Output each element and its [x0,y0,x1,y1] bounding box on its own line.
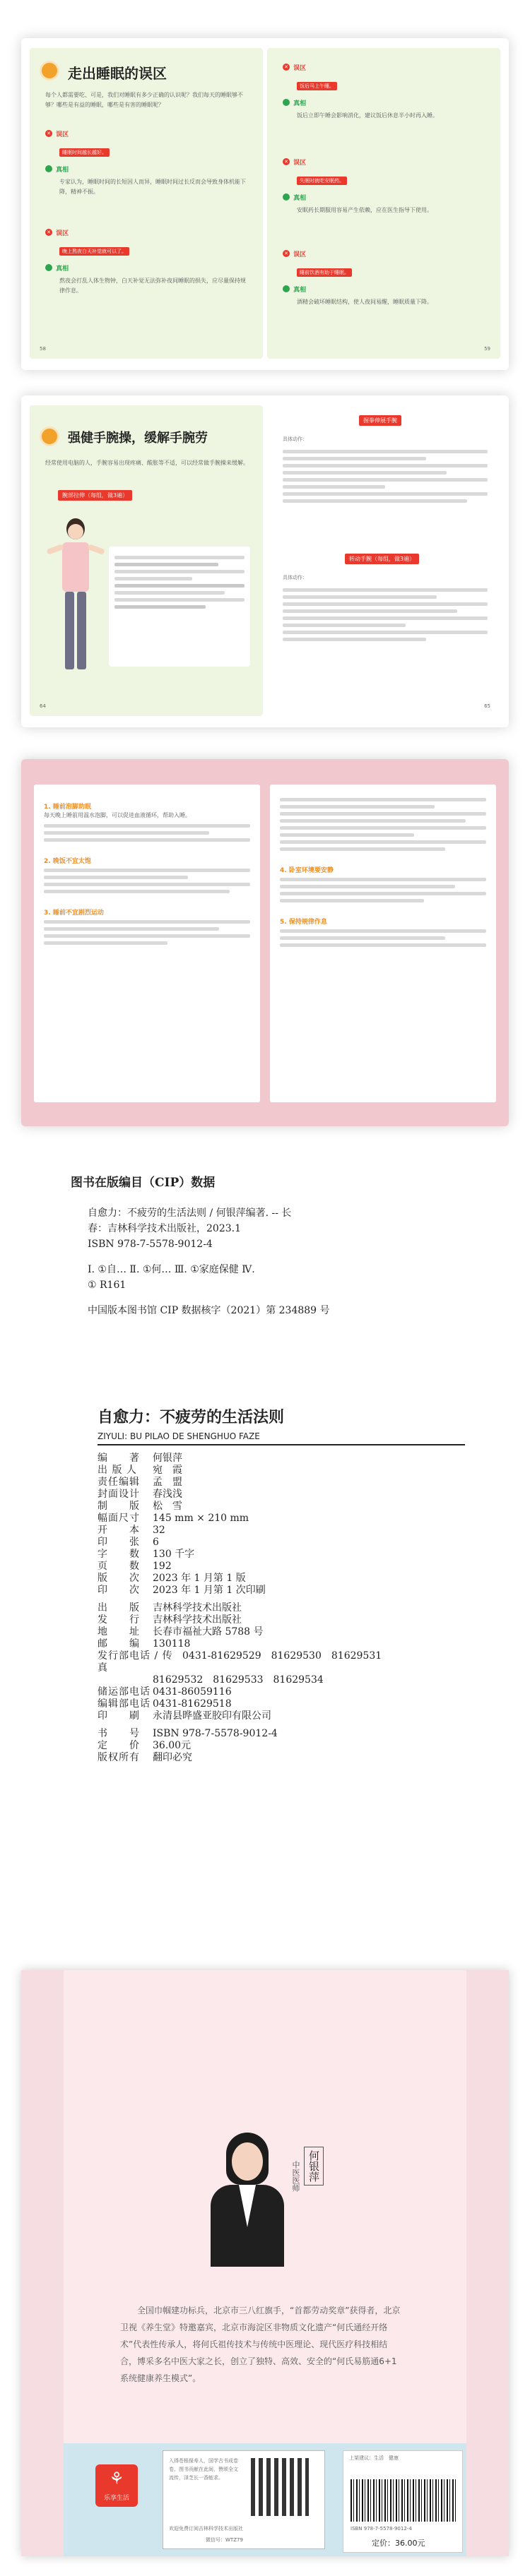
fact-label: 真相 [293,100,307,107]
section-heading: 4. 卧室环境要安静 [280,867,334,874]
fact-text: 饭后立即午睡会影响消化，建议饭后休息半小时再入睡。 [297,112,438,119]
meta-value: 145 mm × 210 mm [153,1513,249,1524]
meta-key [98,1674,153,1686]
header-badge-icon [40,427,59,446]
myth-label: 误区 [293,160,307,167]
page-right [270,785,496,1102]
author-photo [198,2133,297,2267]
meta-key: 书 号 [98,1728,140,1739]
steps-box [109,547,250,667]
meta-value: 永清县晔盛亚胶印有限公司 [153,1710,271,1722]
myth-tag: 睡眠时间越长越好。 [59,148,110,157]
promo-box [163,2450,325,2549]
book-info [98,1405,465,1764]
meta-key: 编 著 [98,1453,140,1464]
page-left [30,405,263,716]
check-icon [45,264,52,271]
author-name: 何银萍 [307,2150,320,2182]
meta-row [98,1728,465,1740]
meta-value: 0431-81629518 [153,1698,232,1710]
page-number: 64 [40,703,46,709]
spread-sleep-myths [21,38,509,370]
meta-value: 宛 霞 [153,1465,182,1476]
intro-text: 经常使用电脑的人，手腕容易出现疼痛、酸胀等不适，可以经常做手腕操来缓解。 [45,460,249,466]
steps-text [283,585,488,645]
check-icon [283,285,290,292]
page-right [267,405,500,716]
myth-block [283,59,488,121]
meta-key: 出 版 人 [98,1465,137,1476]
meta-value: 松 雪 [153,1501,182,1512]
meta-key: 页 数 [98,1561,140,1572]
book-meta-list [98,1453,465,1597]
meta-row [98,1638,465,1650]
logo-icon: ⚘ [109,2469,124,2488]
meta-value: 192 [153,1561,172,1572]
meta-row [98,1477,465,1489]
meta-key: 版 次 [98,1573,140,1584]
back-cover [21,1970,509,2556]
meta-key: 印 刷 [98,1710,140,1722]
meta-value: 何银萍 [153,1453,182,1464]
author-bio: 全国巾帼建功标兵，北京市三八红旗手，“首都劳动奖章”获得者，北京卫视《养生堂》特邀嘉宾，北京市海淀区非物质文化遗产“何氏通经开络术”代表性传承人，将何氏祖传技术与传统中医理论、现代医疗科技相结合，博采多名中医大家之长，创立了独特、高效、安全的“何氏易筋通6+1系统健康养生模式”。 [120,2306,401,2383]
meta-value: 32 [153,1525,165,1536]
meta-row [98,1489,465,1501]
meta-value: 0431-86059116 [153,1686,232,1698]
meta-value: 130118 [153,1638,191,1650]
author-title-vertical [288,2161,301,2192]
cip-line: ① R161 [88,1280,126,1291]
logo-text: 乐享生活 [103,2495,129,2502]
close-icon: ✕ [283,158,290,165]
page-left [34,785,260,1102]
meta-key: 印 张 [98,1537,140,1548]
meta-value: 翻印必究 [153,1752,192,1763]
close-icon: ✕ [45,130,52,137]
qr-text: 入得苍根保寿人，国学古书成卷卷，图书贡献在此间，赞颂全文流传，泽芝长一香能求。 [169,2458,238,2481]
barcode-block [343,2450,463,2553]
fact-text: 安眠药长期服用容易产生依赖，应在医生指导下使用。 [297,207,432,213]
meta-row [98,1614,465,1626]
page-number: 65 [484,703,490,709]
meta-key: 定 价 [98,1740,140,1751]
meta-value: 春浅浅 [153,1489,182,1500]
exercise-tag: 握拳伸展手腕 [359,415,401,426]
meta-key: 地 址 [98,1626,140,1638]
meta-key: 储运部电话 [98,1686,151,1698]
method-label: 具体动作： [283,575,307,580]
myth-tag: 睡前饮酒有助于睡眠。 [297,268,352,277]
author-title: 中医医师 [291,2161,300,2192]
meta-row [98,1698,465,1710]
cip-line: 自愈力：不疲劳的生活法则 / 何银萍编著. -- 长 [88,1208,292,1219]
category-label: 上架建议：生活 健康 [349,2455,399,2461]
cip-heading: 图书在版编目（CIP）数据 [71,1176,216,1190]
meta-key: 邮 编 [98,1638,140,1650]
meta-row [98,1573,465,1585]
page-title: 强健手腕操，缓解手腕劳 [68,431,208,446]
cip-line: 中国版本图书馆 CIP 数据核字（2021）第 234889 号 [88,1305,330,1316]
steps-text [283,446,488,506]
meta-value: ISBN 978-7-5578-9012-4 [153,1728,278,1739]
myth-label: 误区 [293,65,307,72]
close-icon: ✕ [45,229,52,236]
meta-value: 吉林科学技术出版社 [153,1602,242,1614]
isbn-meta-list [98,1728,465,1764]
meta-row [98,1561,465,1573]
intro-text: 每个人都需要吃、可是，我们对睡眠有多少正确的认识呢？我们每天的睡眠够不够？哪些是有益的睡眠，哪些是有害的睡眠呢？ [45,92,243,108]
meta-key: 印 次 [98,1585,140,1596]
meta-row [98,1453,465,1465]
meta-value: 2023 年 1 月第 1 版 [153,1573,246,1584]
meta-row [98,1525,465,1537]
meta-value: 6 [153,1537,159,1548]
wechat-id: 微信号：WTZ79 [206,2537,243,2543]
method-label: 具体动作： [283,436,307,442]
fact-text: 熬夜会打乱人体生物钟，白天补觉无法弥补夜间睡眠的损失，应尽量保持规律作息。 [59,278,246,294]
meta-value: 孟 盟 [153,1477,182,1488]
meta-value: 2023 年 1 月第 1 次印刷 [153,1585,266,1596]
close-icon: ✕ [283,250,290,257]
check-icon [45,165,52,172]
meta-key: 出 版 [98,1602,140,1614]
cip-block [71,1172,466,1318]
meta-value: 130 千字 [153,1549,195,1560]
meta-key: 责任编辑 [98,1477,140,1488]
meta-value: 吉林科学技术出版社 [153,1614,242,1626]
myth-block [283,154,488,215]
meta-row [98,1650,465,1674]
page-left [30,48,263,359]
fact-label: 真相 [56,167,69,174]
cip-line: Ⅰ. ①自… Ⅱ. ①何… Ⅲ. ①家庭保健 Ⅳ. [88,1264,255,1275]
myth-label: 误区 [56,131,69,138]
exercise-tag: 转动手腕（每组，做3遍） [345,554,419,564]
check-icon [283,99,290,106]
spread-wrist-exercise [21,395,509,727]
meta-key: 发 行 [98,1614,140,1626]
fact-text: 专家认为，睡眠时间的长短因人而异，睡眠时间过长反而会导致身体机能下降，精神不振。 [59,179,246,195]
meta-row [98,1537,465,1549]
fact-label: 真相 [293,287,307,294]
meta-key: 封面设计 [98,1489,140,1500]
meta-row [98,1686,465,1698]
exercise-tag: 腕部拉伸（每组，做3遍） [58,490,132,501]
myth-block [45,225,250,296]
header-badge-icon [40,61,59,80]
meta-row [98,1710,465,1722]
fact-text: 酒精会破坏睡眠结构，使人夜间易醒，睡眠质量下降。 [297,299,432,305]
fact-label: 真相 [293,195,307,202]
meta-row [98,1585,465,1597]
meta-row [98,1513,465,1525]
meta-row [98,1602,465,1614]
page-title: 走出睡眠的误区 [68,65,167,82]
myth-block [45,126,250,197]
meta-key: 编辑部电话 [98,1698,151,1710]
myth-tag: 失眠时就吃安眠药。 [297,177,347,185]
publisher-note: 欢迎免费订阅吉林科学技术出版社 [169,2526,243,2532]
section-heading: 3. 睡前不宜剧烈运动 [44,910,104,917]
spread-sleep-tips [21,759,509,1126]
meta-key: 制 版 [98,1501,140,1512]
page-right [267,48,500,359]
author-name-vertical [304,2147,324,2186]
page-number: 58 [40,346,46,352]
section-heading: 2. 晚饭不宜太饱 [44,858,91,865]
meta-row [98,1752,465,1764]
woman-illustration [51,518,100,681]
meta-row [98,1740,465,1752]
isbn-text: ISBN 978-7-5578-9012-4 [351,2526,412,2532]
book-pinyin: ZIYULI: BU PILAO DE SHENGHUO FAZE [98,1431,260,1441]
myth-block [283,246,488,307]
cip-line: ISBN 978-7-5578-9012-4 [88,1239,213,1250]
myth-tag: 饭后马上午睡。 [297,82,337,90]
brand-logo [95,2464,138,2507]
myth-label: 误区 [293,251,307,258]
meta-value: 长春市福祉大路 5788 号 [153,1626,264,1638]
meta-row [98,1549,465,1561]
close-icon: ✕ [283,64,290,71]
meta-row [98,1626,465,1638]
meta-row [98,1501,465,1513]
myth-label: 误区 [56,230,69,237]
meta-key: 版权所有 [98,1752,140,1763]
meta-key: 发行部电话 / 传真 [98,1650,173,1674]
fact-label: 真相 [56,266,69,273]
qr-code-icon [251,2458,309,2516]
publisher-meta-list [98,1602,465,1722]
meta-key: 幅面尺寸 [98,1513,140,1524]
book-title: 自愈力：不疲劳的生活法则 [98,1409,285,1426]
section-heading: 1. 睡前泡脚助眠 [44,804,91,811]
meta-value: 0431-81629529 81629530 81629531 [182,1650,382,1662]
cip-line: 春：吉林科学技术出版社，2023.1 [88,1223,241,1234]
price-text: 定价：36.00元 [372,2539,425,2548]
isbn-barcode [351,2479,457,2522]
page-number: 59 [484,346,490,352]
check-icon [283,193,290,201]
section-text: 每天晚上睡前用温水泡脚，可以促进血液循环，帮助入睡。 [44,812,191,818]
myth-tag: 晚上熬夜白天补觉就可以了。 [59,247,129,256]
meta-key: 字 数 [98,1549,140,1560]
section-heading: 5. 保持规律作息 [280,919,327,926]
meta-value: 36.00元 [153,1740,192,1751]
meta-row [98,1674,465,1686]
meta-value: 81629532 81629533 81629534 [153,1674,324,1686]
meta-key: 开 本 [98,1525,140,1536]
meta-row [98,1465,465,1477]
